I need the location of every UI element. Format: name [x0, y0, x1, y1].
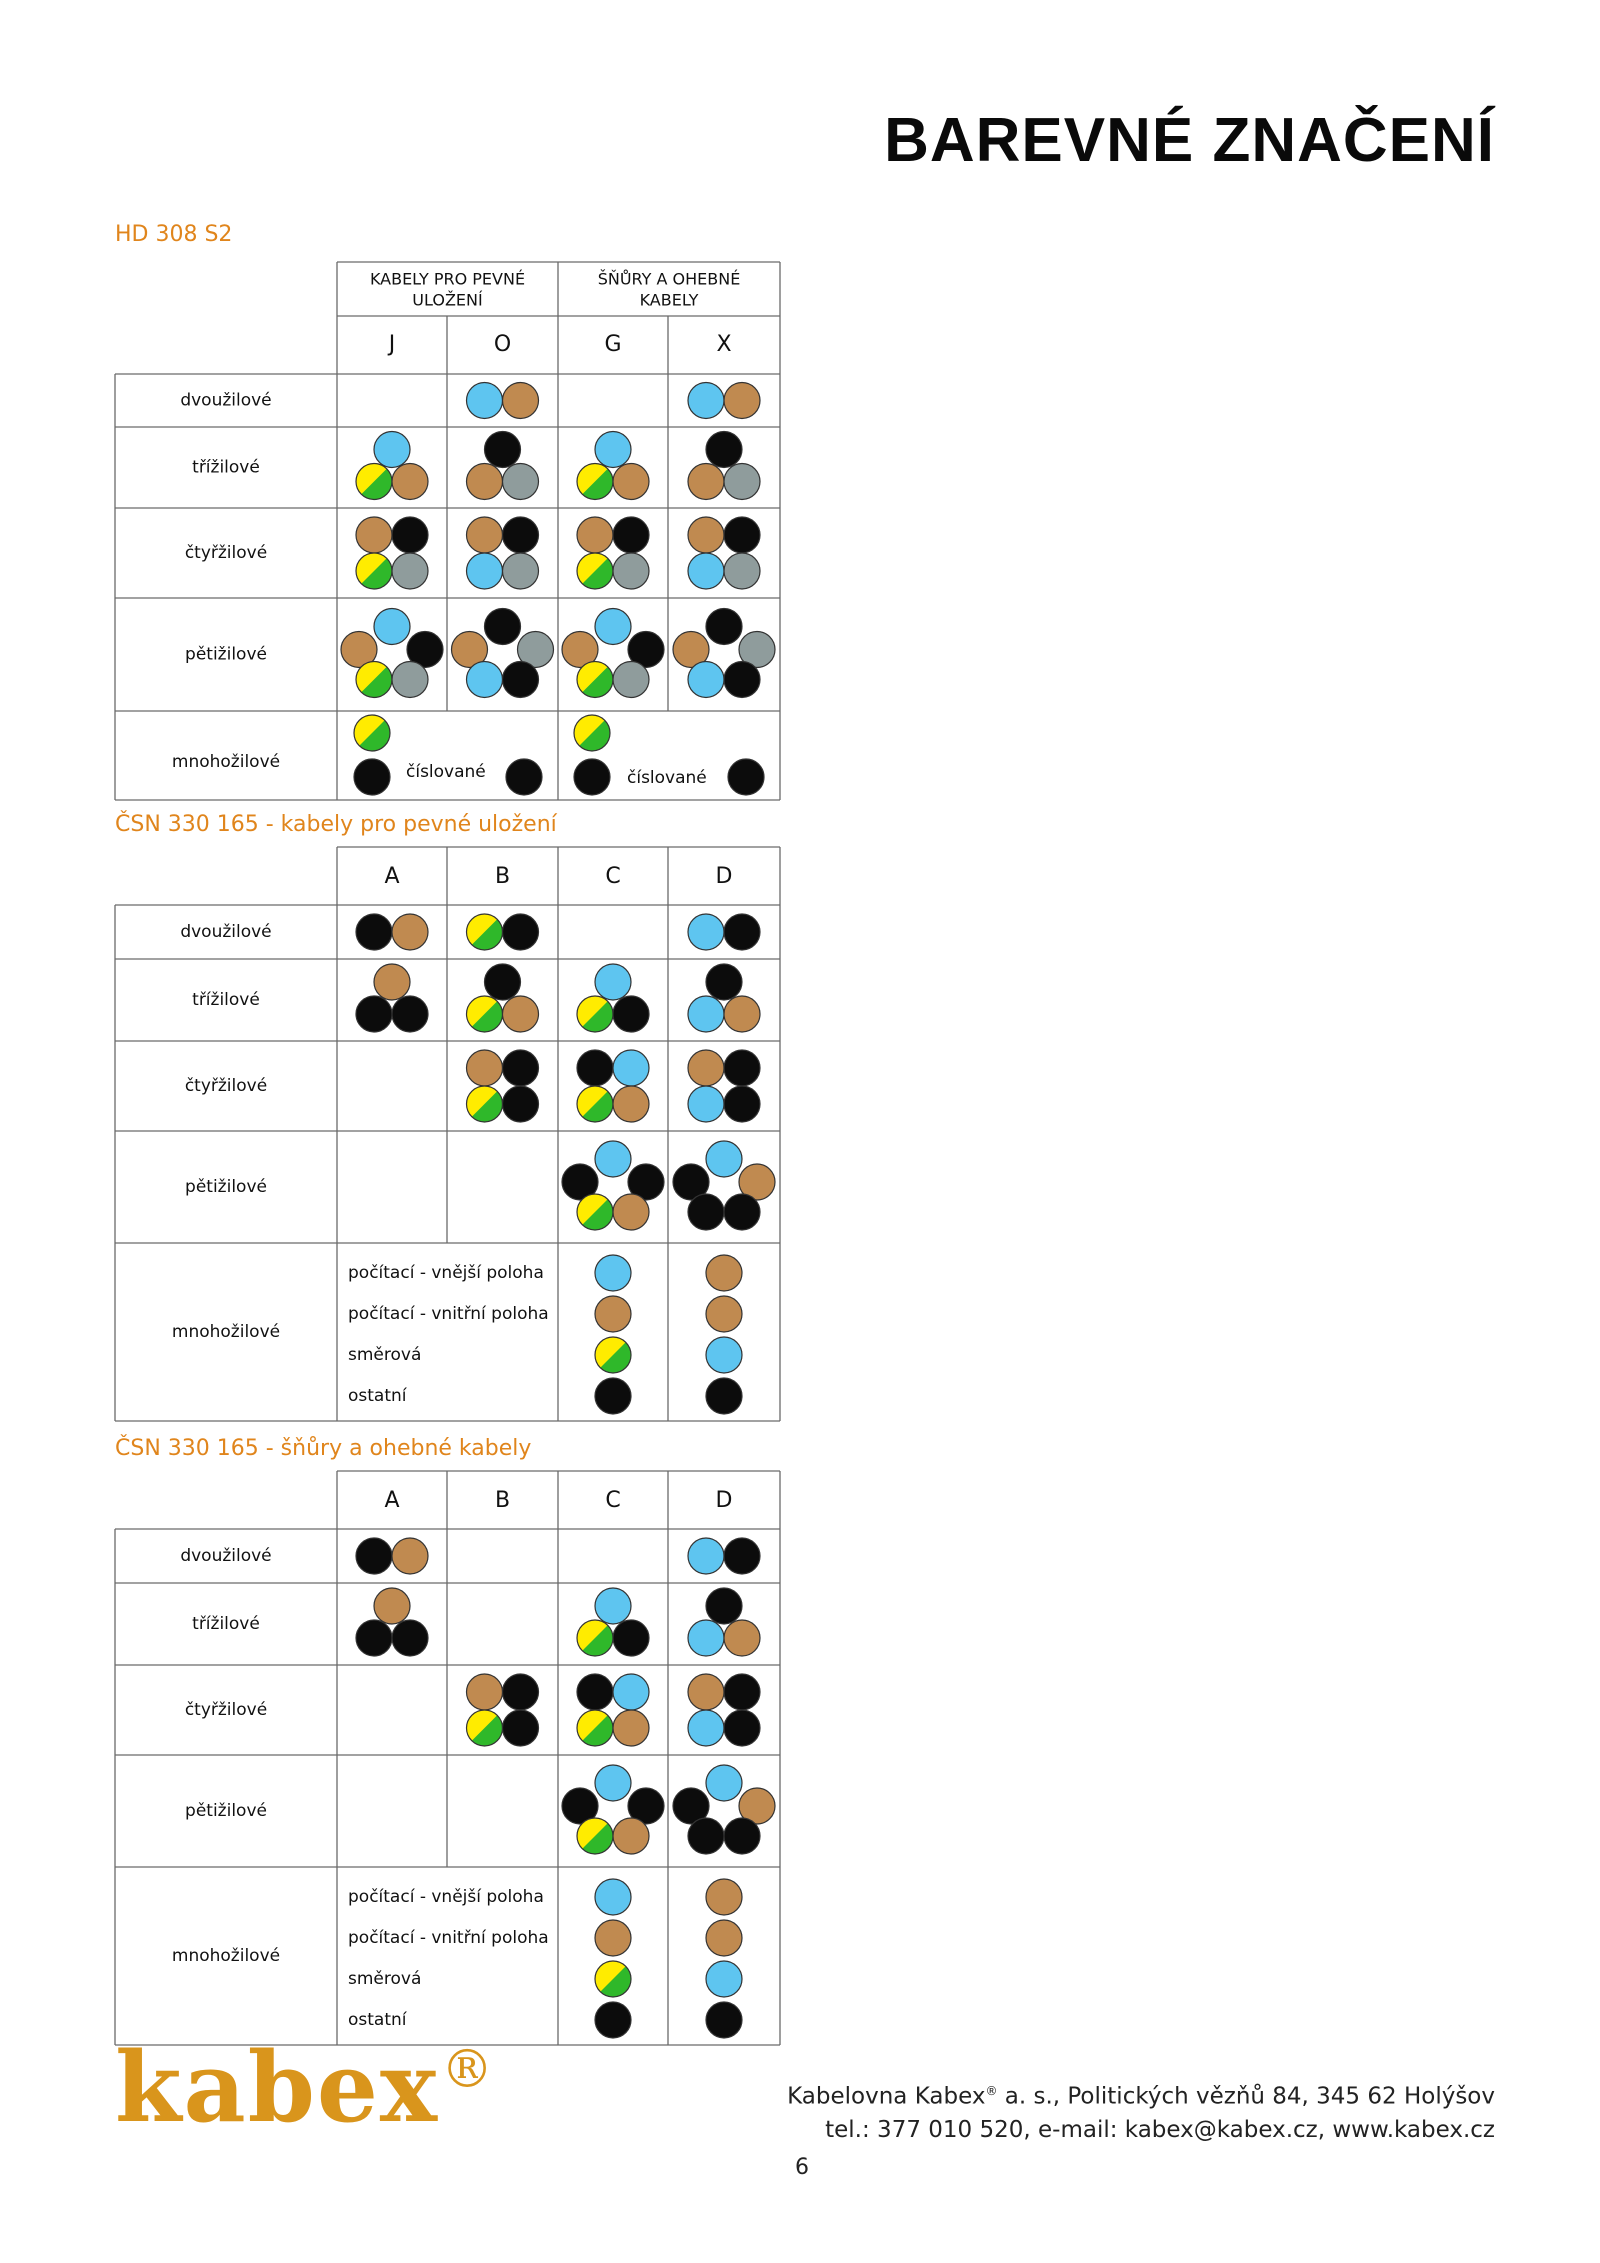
row-label: dvoužilové	[180, 922, 272, 942]
section-heading-hd308: HD 308 S2	[115, 222, 233, 247]
column-header: J	[388, 332, 396, 357]
blue-conductor	[706, 1765, 742, 1801]
black-conductor	[577, 1674, 613, 1710]
brown-conductor	[688, 1674, 724, 1710]
group-header-line: KABELY PRO PEVNÉ	[369, 269, 526, 289]
brown-conductor	[613, 1818, 649, 1854]
brown-conductor	[374, 1588, 410, 1624]
blue-conductor	[613, 1674, 649, 1710]
logo-text: kabex	[115, 2031, 440, 2144]
brown-conductor	[706, 1879, 742, 1915]
group-header-line: ULOŽENÍ	[412, 290, 483, 310]
column-header: A	[384, 864, 400, 889]
kabex-logo	[115, 2031, 496, 2144]
brown-conductor	[724, 1620, 760, 1656]
blue-conductor	[595, 1765, 631, 1801]
page-title: BAREVNÉ ZNAČENÍ	[884, 106, 1495, 175]
page-number: 6	[795, 2155, 809, 2180]
black-conductor	[356, 1538, 392, 1574]
footer-address	[787, 2075, 1495, 2114]
black-conductor	[724, 1674, 760, 1710]
blue-conductor	[688, 1538, 724, 1574]
black-conductor	[724, 1710, 760, 1746]
brown-conductor	[595, 1920, 631, 1956]
black-conductor	[706, 2002, 742, 2038]
row-label: čtyřžilové	[184, 543, 268, 563]
brown-conductor	[613, 1710, 649, 1746]
column-header: C	[605, 1488, 621, 1513]
multi-item-label: směrová	[348, 1345, 422, 1365]
column-header: G	[604, 332, 622, 357]
brown-conductor	[706, 1920, 742, 1956]
blue-conductor	[688, 1710, 724, 1746]
row-label: pětižilové	[185, 1177, 267, 1197]
row-label: čtyřžilové	[184, 1700, 268, 1720]
row-label: dvoužilové	[180, 1546, 272, 1566]
numbered-label: číslované	[627, 768, 707, 788]
section-heading-csn-fixed: ČSN 330 165 - kabely pro pevné uložení	[115, 812, 557, 837]
multi-item-label: počítací - vnitřní poloha	[348, 1928, 549, 1948]
brown-conductor	[467, 1674, 503, 1710]
row-label: mnohožilové	[171, 1946, 281, 1966]
column-header: D	[715, 1488, 733, 1513]
black-conductor	[392, 1620, 428, 1656]
column-header: B	[494, 864, 511, 889]
black-conductor	[503, 1710, 539, 1746]
column-header: A	[384, 1488, 400, 1513]
black-conductor	[724, 1538, 760, 1574]
black-conductor	[724, 1818, 760, 1854]
row-label: třížilové	[192, 990, 260, 1010]
section-heading-csn-flexible: ČSN 330 165 - šňůry a ohebné kabely	[115, 1436, 532, 1461]
column-header: D	[715, 864, 733, 889]
black-conductor	[706, 1588, 742, 1624]
multi-item-label: počítací - vnější poloha	[348, 1887, 544, 1907]
blue-conductor	[595, 1588, 631, 1624]
black-conductor	[613, 1620, 649, 1656]
row-label: pětižilové	[185, 644, 267, 665]
numbered-label: číslované	[406, 762, 486, 782]
black-conductor	[688, 1818, 724, 1854]
footer-contact: tel.: 377 010 520, e-mail: kabex@kabex.cz, www.kabex.cz	[825, 2116, 1495, 2143]
multi-item-label: počítací - vnitřní poloha	[348, 1304, 549, 1324]
black-conductor	[356, 1620, 392, 1656]
company-address: a. s., Politických vězňů 84, 345 62 Holýšov	[997, 2083, 1495, 2110]
row-label: pětižilové	[185, 1801, 267, 1821]
blue-conductor	[688, 1620, 724, 1656]
black-conductor	[595, 2002, 631, 2038]
blue-conductor	[595, 1879, 631, 1915]
multi-item-label: ostatní	[348, 2010, 407, 2030]
column-header: O	[493, 332, 512, 357]
row-label: mnohožilové	[171, 1322, 281, 1342]
row-label: mnohožilové	[171, 752, 281, 772]
group-header-line: ŠŇŮRY A OHEBNÉ	[597, 269, 741, 289]
company-name: Kabelovna Kabex	[787, 2083, 986, 2110]
multi-item-label: ostatní	[348, 1386, 407, 1406]
multi-item-label: směrová	[348, 1969, 422, 1989]
group-header-line: KABELY	[639, 290, 699, 310]
row-label: třížilové	[192, 457, 260, 478]
blue-conductor	[706, 1961, 742, 1997]
black-conductor	[503, 1674, 539, 1710]
column-header: B	[494, 1488, 511, 1513]
brown-conductor	[392, 1538, 428, 1574]
column-header: C	[605, 864, 621, 889]
multi-item-label: počítací - vnější poloha	[348, 1263, 544, 1283]
row-label: třížilové	[192, 1614, 260, 1634]
company-footer	[787, 2075, 1495, 2147]
column-header: X	[716, 332, 732, 357]
row-label: čtyřžilové	[184, 1076, 268, 1096]
logo-registered-mark: ®	[441, 2040, 496, 2100]
row-label: dvoužilové	[180, 390, 272, 411]
registered-mark: ®	[985, 2084, 998, 2098]
